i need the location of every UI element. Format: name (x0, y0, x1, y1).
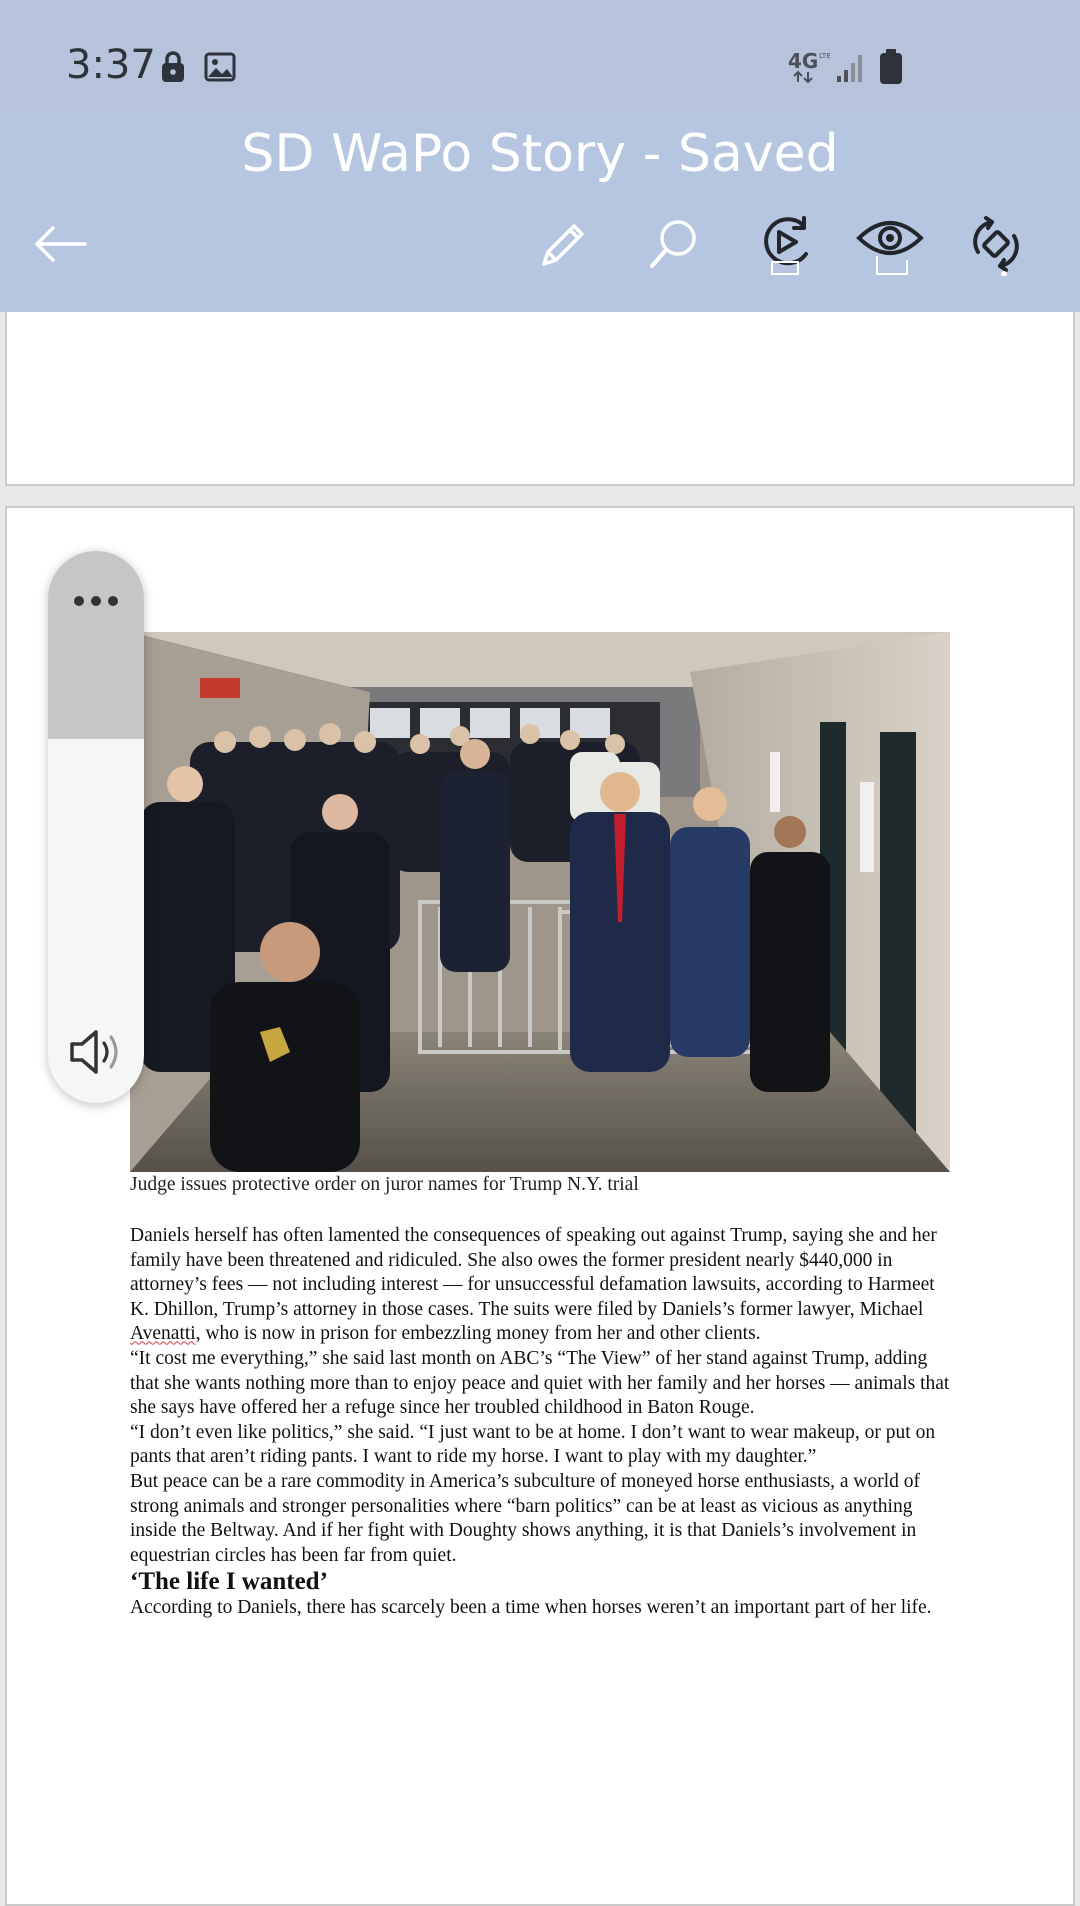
rotate-screen-icon (964, 212, 1028, 276)
paragraph: “I don’t even like politics,” she said. “I just want to be at home. I don’t want to wear makeup, or put on pants that aren’t riding pants. I want to ride my horse. I want to play with my daughter.” (130, 1421, 936, 1468)
more-dot-icon (108, 596, 118, 606)
edit-button[interactable] (522, 204, 602, 284)
reading-view-icon (855, 212, 925, 276)
paragraph: “It cost me everything,” she said last month on ABC’s “The View” of her stand against Trump, adding that she wants nothing more than to enjoy peace and quiet with her family and her horses — animals that she says have offered her a refuge since her troubled childhood in Baton Rouge. (130, 1347, 950, 1419)
read-aloud-icon (754, 212, 818, 276)
speaker-button[interactable] (68, 1027, 126, 1077)
reading-view-button[interactable] (850, 204, 930, 284)
volume-level-fill[interactable] (48, 551, 144, 739)
paragraph: But peace can be a rare commodity in America’s subculture of moneyed horse enthusiasts, a world of strong animals and stronger personalities where “barn politics” can be at least as vicious as anything inside the Beltway. And if her fight with Doughty shows anything, it is that Daniels’s involvement in equestrian circles has been far from quiet. (130, 1470, 921, 1566)
image-icon (204, 52, 236, 87)
courthouse-hallway-photo (130, 632, 950, 1172)
back-arrow-icon (33, 224, 87, 264)
network-label: 4G (788, 49, 819, 73)
more-options-button[interactable] (48, 581, 144, 621)
back-button[interactable] (20, 204, 100, 284)
search-button[interactable] (634, 204, 714, 284)
paragraph (130, 1224, 950, 1347)
network-4g-icon (788, 48, 832, 89)
document-page-previous (5, 312, 1075, 486)
photo-caption: Judge issues protective order on juror names for Trump N.Y. trial (130, 1174, 639, 1195)
battery-icon (878, 48, 904, 91)
app-header (0, 112, 1080, 312)
search-icon (646, 216, 702, 272)
status-time: 3:37 (66, 42, 156, 88)
paragraph-text: , who is now in prison for embezzling money from her and other clients. (195, 1323, 761, 1345)
read-aloud-button[interactable] (746, 204, 826, 284)
network-sub-label: LTE (819, 52, 831, 60)
paragraph-text: Daniels herself has often lamented the consequences of speaking out against Trump, saying she and her family have been threatened and ridiculed. She also owes the former president nearly $440,000 in attorney’s fees — not including interest — for unsuccessful defamation lawsuits, according to Harmeet K. Dhillon, Trump’s attorney in those cases. The suits were filed by Daniels’s former lawyer, Michael (130, 1225, 937, 1320)
lock-icon (160, 50, 186, 89)
rotate-screen-button[interactable] (956, 204, 1036, 284)
more-dot-icon (91, 596, 101, 606)
more-dot-icon (74, 596, 84, 606)
speaker-icon (68, 1027, 126, 1077)
document-title: SD WaPo Story - Saved (241, 124, 839, 184)
volume-panel[interactable] (48, 551, 144, 1103)
edit-pencil-icon (534, 216, 590, 272)
signal-icon (836, 52, 866, 89)
paragraph: According to Daniels, there has scarcely been a time when horses weren’t an important part of her life. (130, 1597, 932, 1619)
article-body (130, 1224, 950, 1621)
section-heading: ‘The life I wanted’ (130, 1568, 328, 1596)
spellcheck-flagged-word[interactable]: Avenatti (130, 1323, 196, 1345)
article-photo (130, 632, 950, 1172)
status-bar (0, 0, 1080, 112)
